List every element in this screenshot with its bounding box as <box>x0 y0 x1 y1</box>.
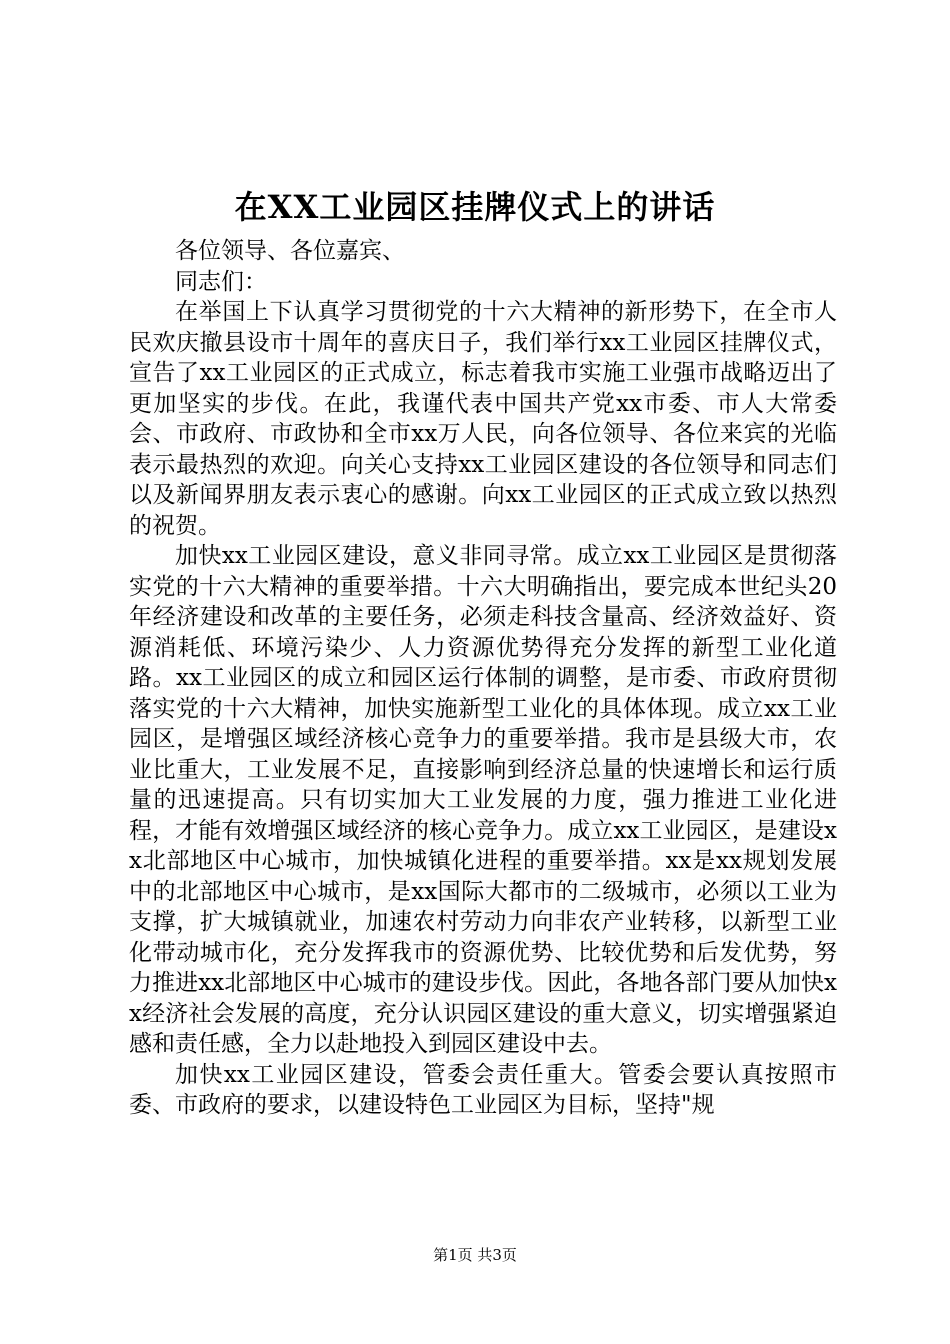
body-paragraph: 加快xx工业园区建设，管委会责任重大。管委会要认真按照市委、市政府的要求，以建设特色工业园区为目标，坚持"规 <box>129 1061 837 1118</box>
body-paragraph: 加快xx工业园区建设，意义非同寻常。成立xx工业园区是贯彻落实党的十六大精神的重要举措。十六大明确指出，要完成本世纪头20年经济建设和改革的主要任务，必须走科技含量高、经济效益好、资源消耗低、环境污染少、人力资源优势得充分发挥的新型工业化道路。xx工业园区的成立和园区运行体制的调整，是市委、市政府贯彻落实党的十六大精神，加快实施新型工业化的具体体现。成立xx工业园区，是增强区域经济核心竞争力的重要举措。我市是县级大市，农业比重大，工业发展不足，直接影响到经济总量的快速增长和运行质量的迅速提高。只有切实加大工业发展的力度，强力推进工业化进程，才能有效增强区域经济的核心竞争力。成立xx工业园区，是建设xx北部地区中心城市，加快城镇化进程的重要举措。xx是xx规划发展中的北部地区中心城市，是xx国际大都市的二级城市，必须以工业为支撑，扩大城镇就业，加速农村劳动力向非农产业转移，以新型工业化带动城市化，充分发挥我市的资源优势、比较优势和后发优势，努力推进xx北部地区中心城市的建设步伐。因此，各地各部门要从加快xx经济社会发展的高度，充分认识园区建设的重大意义，切实增强紧迫感和责任感，全力以赴地投入到园区建设中去。 <box>129 543 837 1057</box>
salutation-line: 同志们： <box>175 268 267 295</box>
document-title: 在XX工业园区挂牌仪式上的讲话 <box>234 188 716 226</box>
body-paragraph: 在举国上下认真学习贯彻党的十六大精神的新形势下，在全市人民欢庆撤县设市十周年的喜庆日子，我们举行xx工业园区挂牌仪式，宣告了xx工业园区的正式成立，标志着我市实施工业强市战略迈出了更加坚实的步伐。在此，我谨代表中国共产党xx市委、市人大常委会、市政府、市政协和全市xx万人民，向各位领导、各位来宾的光临表示最热烈的欢迎。向关心支持xx工业园区建设的各位领导和同志们以及新闻界朋友表示衷心的感谢。向xx工业园区的正式成立致以热烈的祝贺。 <box>129 299 837 539</box>
salutation-line: 各位领导、各位嘉宾、 <box>175 238 405 264</box>
document-body <box>129 236 837 1121</box>
page-indicator: 第1页 共3页 <box>433 1246 517 1264</box>
